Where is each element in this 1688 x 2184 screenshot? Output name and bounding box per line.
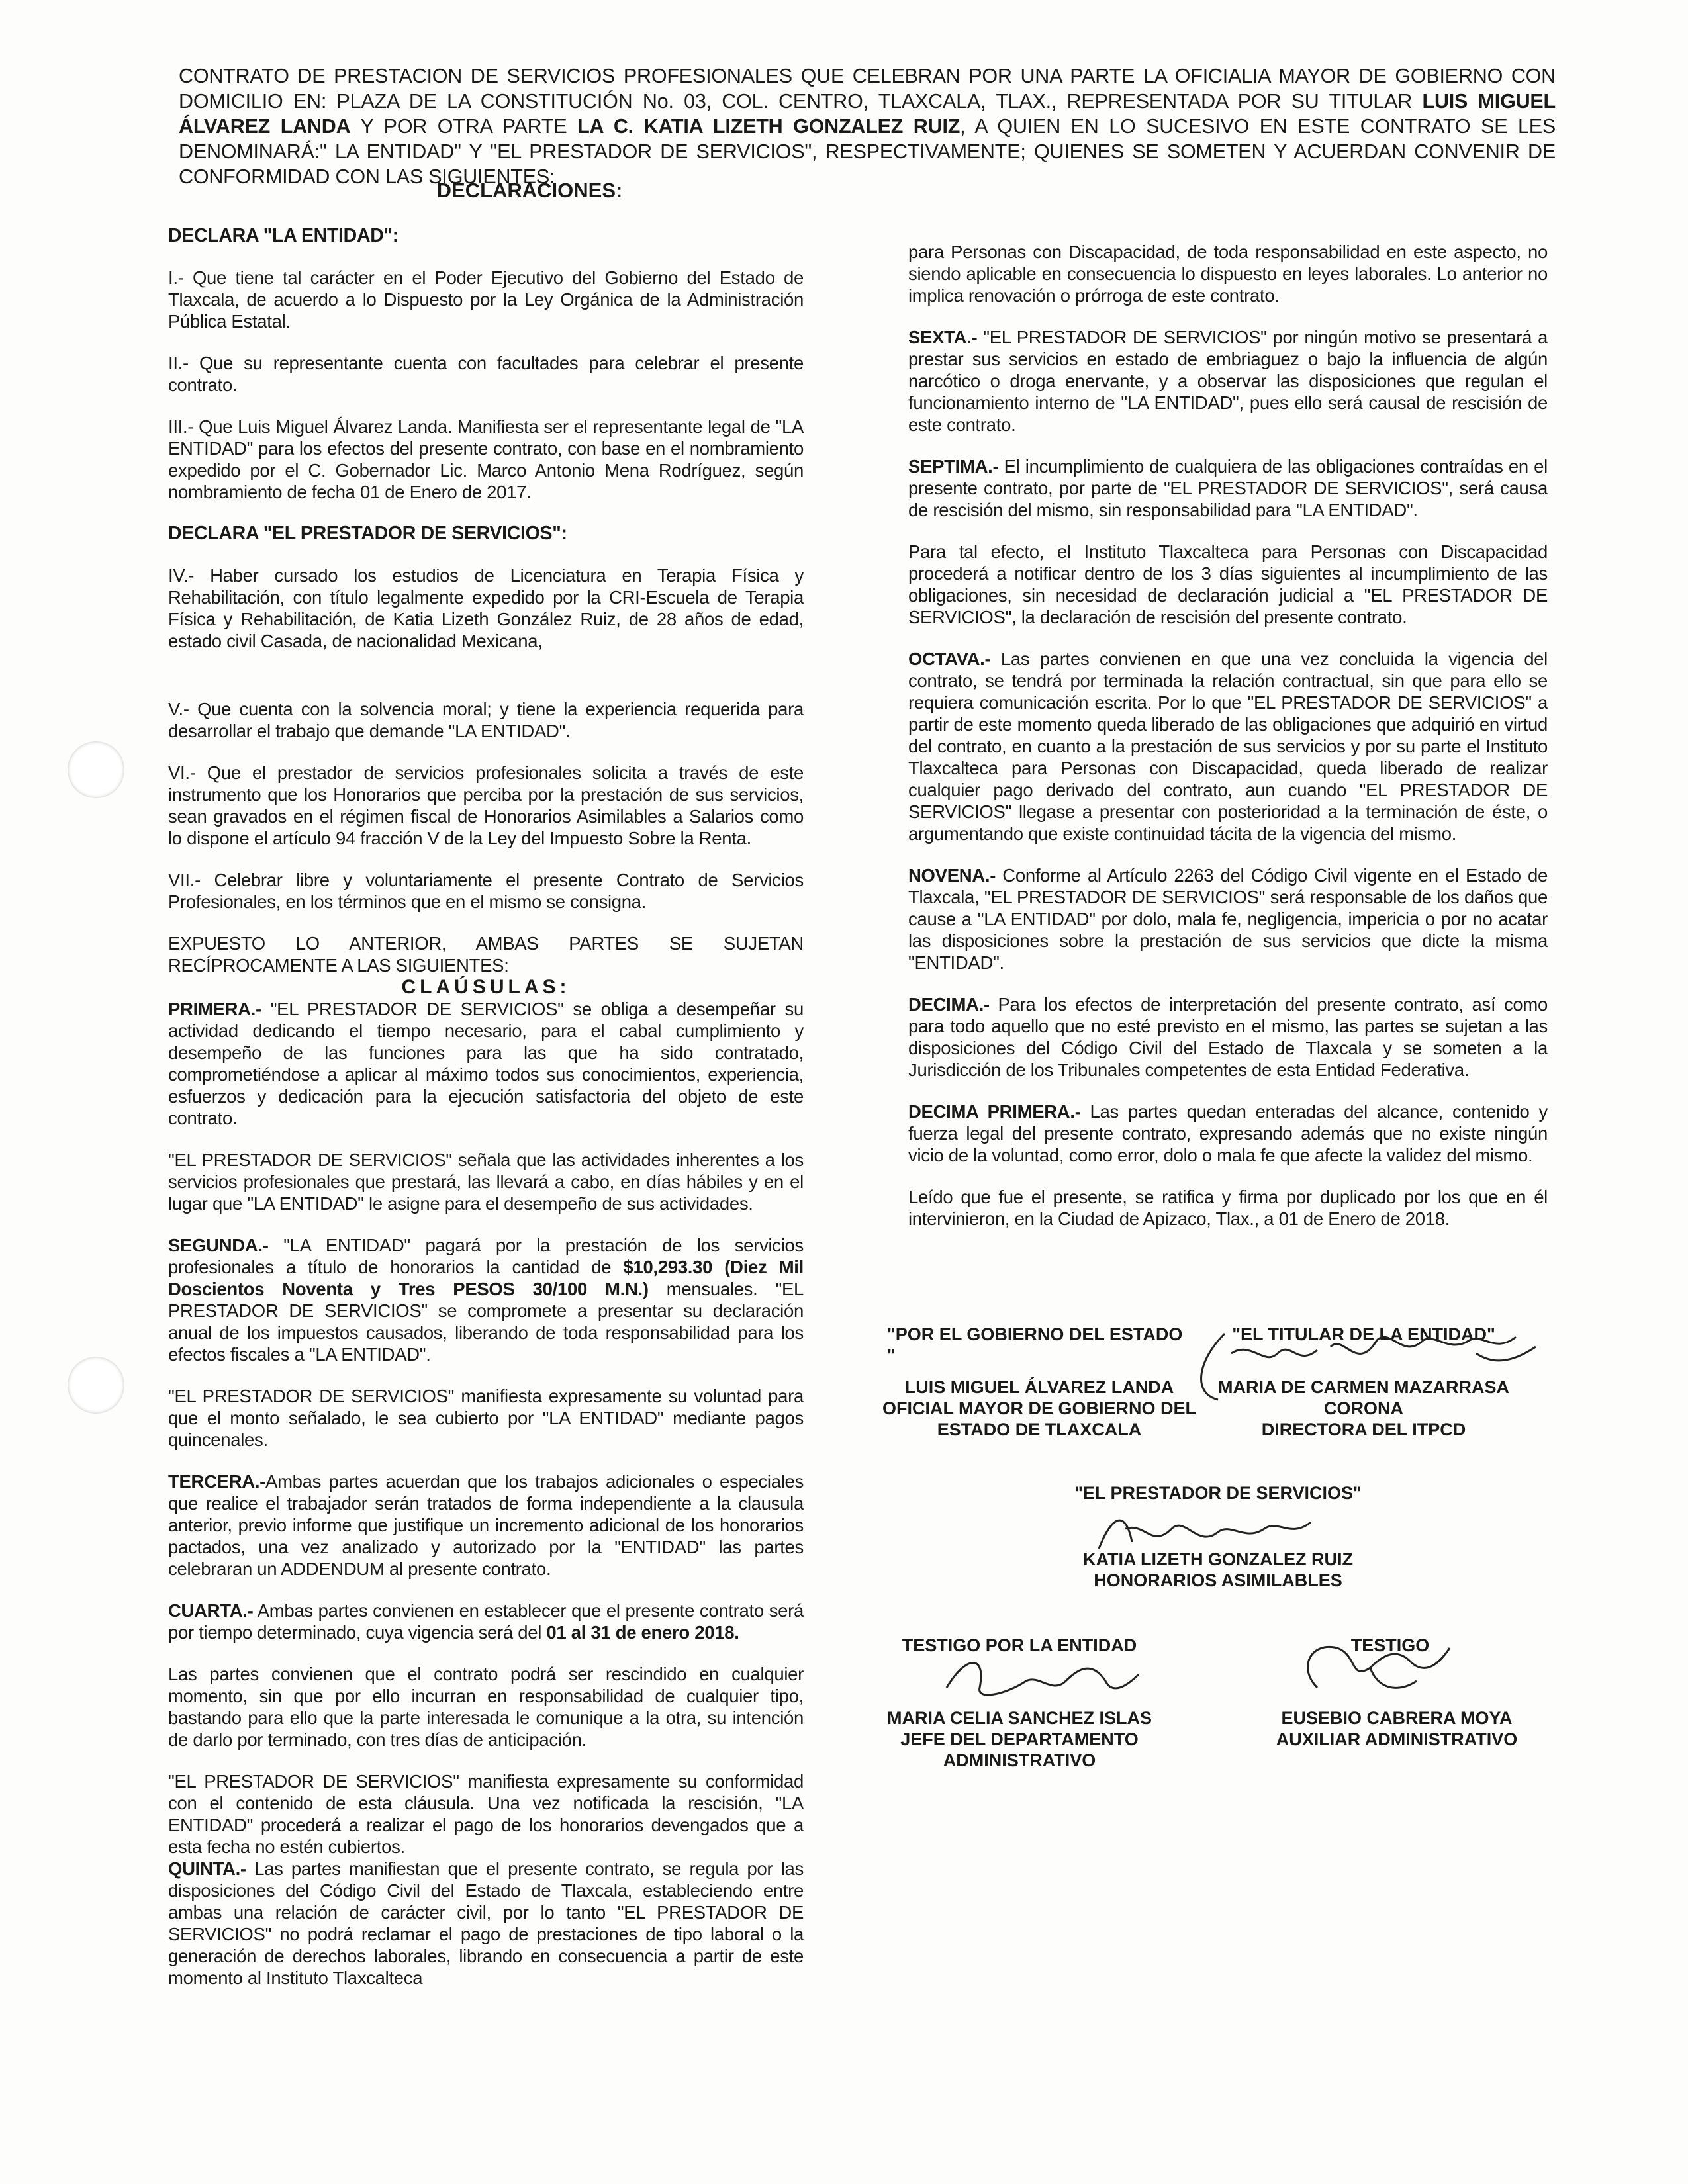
leido-text: Leído que fue el presente, se ratifica y firma por duplicado por los que en él intervinieron, en la Ciudad de Apizaco, Tlax., a 01 de Enero de 2018.: [908, 1187, 1548, 1229]
declaracion-iv: IV.- Haber cursado los estudios de Licenciatura en Terapia Física y Rehabilitación, con título legalmente expedido por la CRI-Escuela de Terapia Física y Rehabilitación, de Katia Lizeth González Ruiz, de 28 años de edad, estado civil Casada, de nacionalidad Mexicana,: [168, 565, 804, 651]
sig-testigo1: MARIA CELIA SANCHEZ ISLAS JEFE DEL DEPARTAMENTO ADMINISTRATIVO: [886, 1708, 1152, 1770]
sig-titular: MARIA DE CARMEN MAZARRASA CORONA DIRECTORA DEL ITPCD: [1218, 1377, 1509, 1439]
clausula-decima-primera: DECIMA PRIMERA.- Las partes quedan enteradas del alcance, contenido y fuerza legal del presente contrato, expresando además que no existe ningún vicio de la voluntad, como error, dolo o mala fe que afecte la validez del mismo.: [908, 1101, 1548, 1165]
declaracion-iii: III.- Que Luis Miguel Álvarez Landa. Manifiesta ser el representante legal de "LA ENTIDAD" para los efectos del presente contrato, con base en el nombramiento expedido por el C. Gobernador Lic. Marco Antonio Mena Rodríguez, según nombramiento de fecha 01 de Enero de 2017.: [168, 416, 804, 502]
clausula-quinta-cont: para Personas con Discapacidad, de toda responsabilidad en este aspecto, no siendo aplicable en consecuencia lo dispuesto en leyes laborales. Lo anterior no implica renovación o prórroga de este contrato.: [908, 242, 1548, 306]
left-column: [168, 225, 804, 1989]
declaracion-vii: VII.- Celebrar libre y voluntariamente el presente Contrato de Servicios Profesionales, en los términos que en el mismo se consigna.: [168, 870, 804, 912]
declara-prestador-heading: DECLARA "EL PRESTADOR DE SERVICIOS":: [168, 523, 567, 544]
clausula-septima: SEPTIMA.- El incumplimiento de cualquiera de las obligaciones contraídas en el presente contrato, por parte de "EL PRESTADOR DE SERVICIOS", será causa de rescisión del mismo, sin responsabilidad para "LA ENTIDAD".: [908, 456, 1548, 520]
clausula-septima-b: Para tal efecto, el Instituto Tlaxcalteca para Personas con Discapacidad procederá a notificar dentro de los 3 días siguientes al incumplimiento de las obligaciones, sin necesidad de declaración judicial a "EL PRESTADOR DE SERVICIOS", la declaración de rescisión del presente contrato.: [908, 541, 1548, 627]
declaracion-v: V.- Que cuenta con la solvencia moral; y tiene la experiencia requerida para desarrollar el trabajo que demande "LA ENTIDAD".: [168, 699, 804, 741]
punch-hole: [68, 1357, 124, 1414]
signature-testigo1: [927, 1641, 1152, 1714]
sig-testigo2-title: TESTIGO: [1350, 1635, 1430, 1655]
clausula-quinta: QUINTA.- Las partes manifiestan que el presente contrato, se regula por las disposiciones del Código Civil del Estado de Tlaxcala, estableciendo entre ambas una relación de carácter civil, por lo tanto "EL PRESTADOR DE SERVICIOS" no podrá reclamar el pago de prestaciones de tipo laboral o la generación de derechos laborales, librando en consecuencia a partir de este momento al Instituto Tlaxcalteca: [168, 1858, 804, 1988]
clausula-segunda-b: "EL PRESTADOR DE SERVICIOS" manifiesta expresamente su voluntad para que el monto señalado, le sea cubierto por "LA ENTIDAD" mediante pagos quincenales.: [168, 1386, 804, 1450]
sig-titular-title: "EL TITULAR DE LA ENTIDAD": [1232, 1324, 1495, 1344]
sig-prestador: KATIA LIZETH GONZALEZ RUIZ HONORARIOS ASIMILABLES: [1083, 1549, 1353, 1590]
declaraciones-title: DECLARACIONES:: [436, 179, 623, 202]
clausula-decima: DECIMA.- Para los efectos de interpretación del presente contrato, así como para todo aquello que no esté previsto en el mismo, las partes se sujetan a las disposiciones del Código Civil del Estado de Tlaxcala y se someten a la Jurisdicción de los Tribunales competentes de esta Entidad Federativa.: [908, 994, 1548, 1080]
declaracion-ii: II.- Que su representante cuenta con facultades para celebrar el presente contrato.: [168, 353, 804, 395]
declara-entidad-heading: DECLARA "LA ENTIDAD":: [168, 225, 399, 246]
declaracion-i: I.- Que tiene tal carácter en el Poder Ejecutivo del Gobierno del Estado de Tlaxcala, de acuerdo a lo Dispuesto por la Ley Orgánica de la Administración Pública Estatal.: [168, 267, 804, 332]
sig-prestador-title: "EL PRESTADOR DE SERVICIOS": [1074, 1483, 1362, 1503]
sig-testigo1-title: TESTIGO POR LA ENTIDAD: [902, 1635, 1137, 1655]
punch-hole: [68, 741, 124, 798]
clausula-octava: OCTAVA.- Las partes convienen en que una vez concluida la vigencia del contrato, se tendrá por terminada la relación contractual, sin que para ello se requiera comunicación escrita. Por lo que "EL PRESTADOR DE SERVICIOS" a partir de este momento queda liberado de las obligaciones que adquirió en virtud del contrato, en cuanto a la prestación de sus servicios y por su parte el Instituto Tlaxcalteca para Personas con Discapacidad, queda liberado de realizar cualquier pago derivado del contrato, aun cuando "EL PRESTADOR DE SERVICIOS" llegase a presentar con posterioridad a la terminación de éste, o argumentando que existe continuidad tácita de la vigencia del mismo.: [908, 649, 1548, 844]
clausula-sexta: SEXTA.- "EL PRESTADOR DE SERVICIOS" por ningún motivo se presentará a prestar sus servicios en estado de embriaguez o bajo la influencia de algún narcótico o droga enervante, y a observar las disposiciones que regulan el funcionamiento interno de "LA ENTIDAD", pues ello será causal de rescisión de este contrato.: [908, 327, 1548, 435]
expuesto-text: EXPUESTO LO ANTERIOR, AMBAS PARTES SE SUJETAN RECÍPROCAMENTE A LAS SIGUIENTES:: [168, 933, 804, 976]
clausula-segunda: SEGUNDA.- "LA ENTIDAD" pagará por la prestación de los servicios profesionales a título de honorarios la cantidad de $10,293.30 (Diez Mil Doscientos Noventa y Tres PESOS 30/100 M.N.) mensuales. "EL PRESTADOR DE SERVICIOS" se compromete a presentar su declaración anual de los impuestos causados, liberando de toda responsabilidad para los efectos fiscales a "LA ENTIDAD".: [168, 1235, 804, 1365]
sig-testigo2: EUSEBIO CABRERA MOYA AUXILIAR ADMINISTRATIVO: [1276, 1708, 1518, 1749]
clausula-cuarta: CUARTA.- Ambas partes convienen en establecer que el presente contrato será por tiempo determinado, cuya vigencia será del 01 al 31 de enero 2018.: [168, 1600, 804, 1643]
clausulas-title: CLAÚSULAS:: [401, 976, 571, 998]
clausula-primera-b: "EL PRESTADOR DE SERVICIOS" señala que las actividades inherentes a los servicios profesionales que prestará, las llevará a cabo, en días hábiles y en el lugar que "LA ENTIDAD" le asigne para el desempeño de sus actividades.: [168, 1150, 804, 1214]
sig-gobierno: LUIS MIGUEL ÁLVAREZ LANDA OFICIAL MAYOR DE GOBIERNO DEL ESTADO DE TLAXCALA: [882, 1377, 1197, 1439]
clausula-novena: NOVENA.- Conforme al Artículo 2263 del Código Civil vigente en el Estado de Tlaxcala, "EL PRESTADOR DE SERVICIOS" será responsable de los daños que cause a "LA ENTIDAD" por dolo, mala fe, negligencia, impericia o por no acatar las disposiciones sobre la prestación de sus servicios que dicte la misma "ENTIDAD".: [908, 865, 1548, 973]
clausula-primera: PRIMERA.- "EL PRESTADOR DE SERVICIOS" se obliga a desempeñar su actividad dedicando el tiempo necesario, para el cabal cumplimiento y desempeño de las funciones para las que ha sido contratado, comprometiéndose a aplicar al máximo todos sus conocimientos, experiencia, esfuerzos y dedicación para la ejecución satisfactoria del objeto de este contrato.: [168, 999, 804, 1128]
contract-header: CONTRATO DE PRESTACION DE SERVICIOS PROFESIONALES QUE CELEBRAN POR UNA PARTE LA OFICIALIA MAYOR DE GOBIERNO CON DOMICILIO EN: PLAZA DE LA CONSTITUCIÓN No. 03, COL. CENTRO, TLAXCALA, TLAX., REPRESENTADA POR SU TITULAR LUIS MIGUEL ÁLVAREZ LANDA Y POR OTRA PARTE LA C. KATIA LIZETH GONZALEZ RUIZ, A QUIEN EN LO SUCESIVO EN ESTE CONTRATO SE LES DENOMINARÁ:" LA ENTIDAD" Y "EL PRESTADOR DE SERVICIOS", RESPECTIVAMENTE; QUIENES SE SOMETEN Y ACUERDAN CONVENIR DE CONFORMIDAD CON LAS SIGUIENTES:: [179, 65, 1556, 188]
clausula-tercera: TERCERA.-Ambas partes acuerdan que los trabajos adicionales o especiales que realice el trabajador serán tratados de forma independiente a la clausula anterior, previo informe que justifique un incremento adicional de los honorarios pactados, una vez analizado y autorizado por la "ENTIDAD" las partes celebraran un ADDENDUM al presente contrato.: [168, 1471, 804, 1579]
clausula-cuarta-c: "EL PRESTADOR DE SERVICIOS" manifiesta expresamente su conformidad con el contenido de esta cláusula. Una vez notificada la rescisión, "LA ENTIDAD" procederá a realizar el pago de los honorarios devengados que a esta fecha no estén cubiertos.: [168, 1771, 804, 1857]
sig-gobierno-title: "POR EL GOBIERNO DEL ESTADO ": [887, 1324, 1183, 1365]
declaracion-vi: VI.- Que el prestador de servicios profesionales solicita a través de este instrumento que los Honorarios que perciba por la prestación de sus servicios, sean gravados en el régimen fiscal de Honorarios Asimilables a Salarios como lo dispone el artículo 94 fracción V de la Ley del Impuesto Sobre la Renta.: [168, 762, 804, 848]
clausula-cuarta-b: Las partes convienen que el contrato podrá ser rescindido en cualquier momento, sin que por ello incurran en responsabilidad de cualquier tipo, bastando para ello que la parte interesada le comunique a la otra, su intención de darlo por terminado, con tres días de anticipación.: [168, 1664, 804, 1750]
signature-testigo2: [1291, 1628, 1463, 1707]
right-column: [908, 241, 1548, 1230]
